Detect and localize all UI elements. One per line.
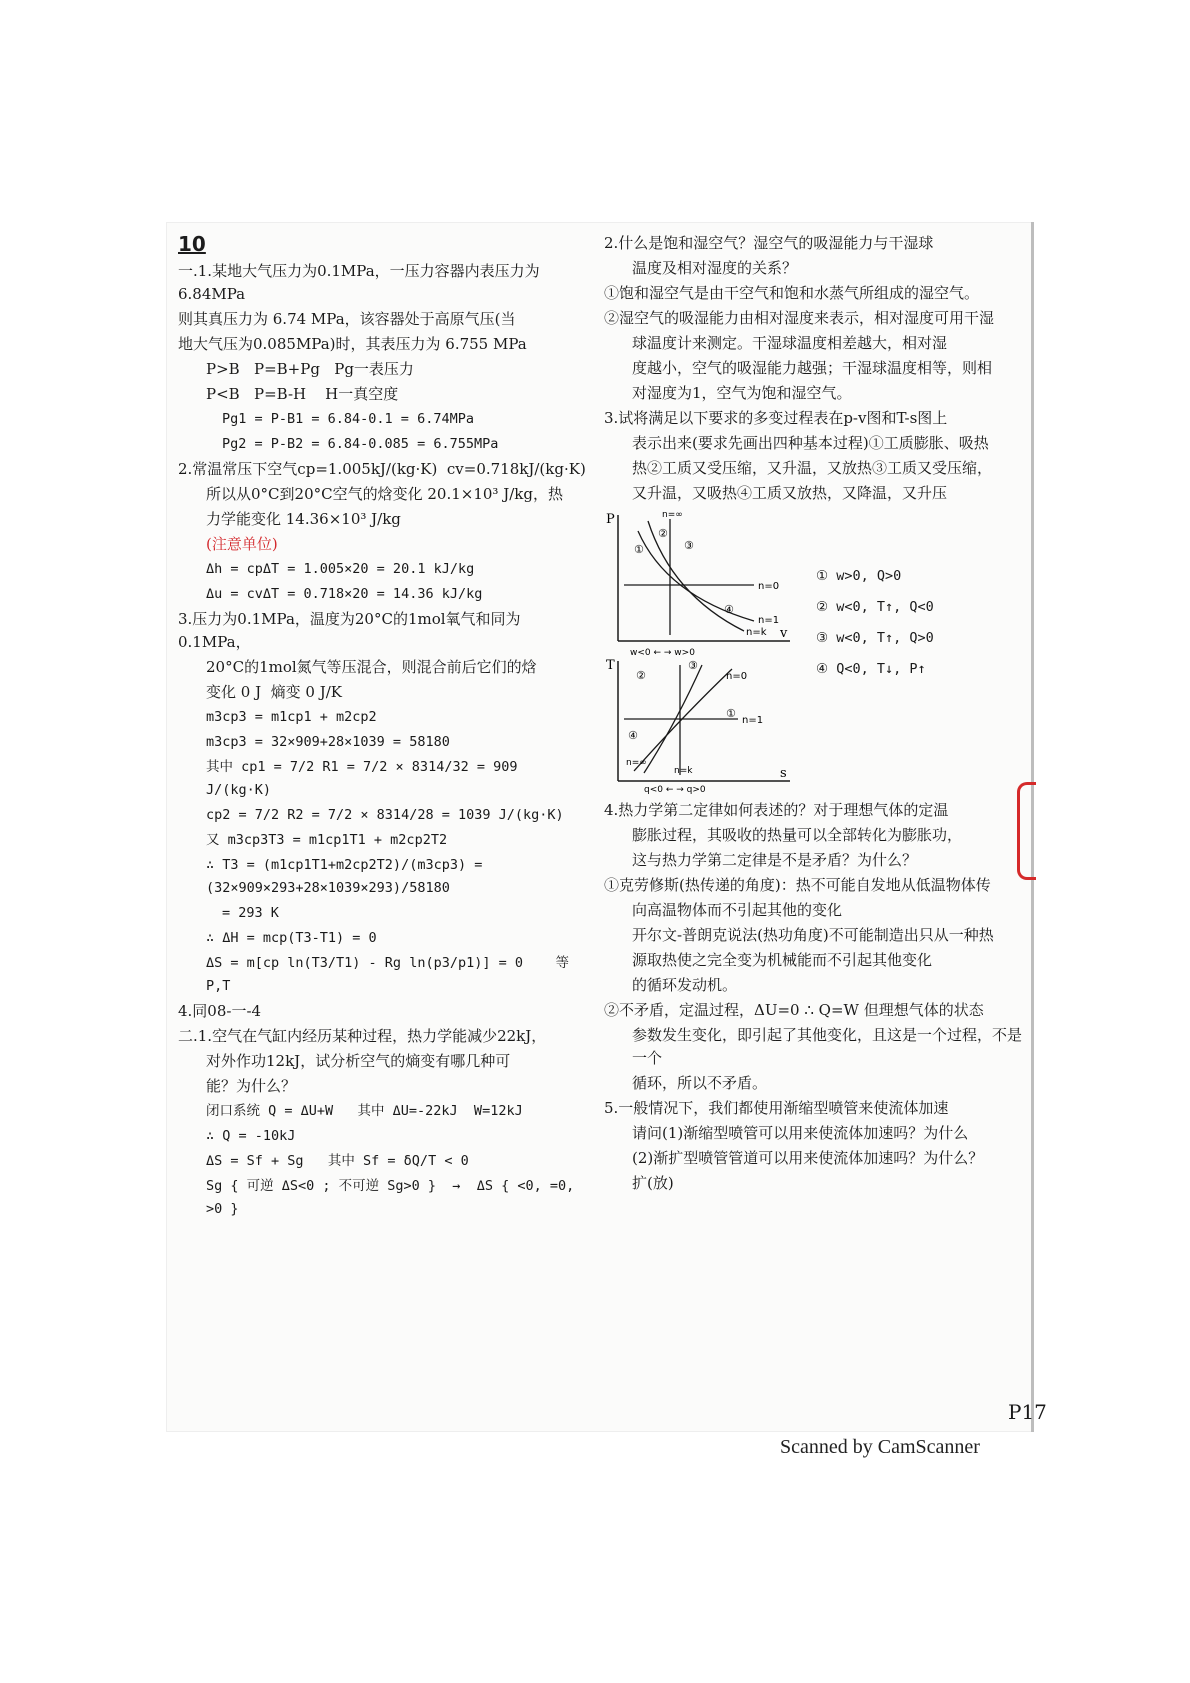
left-column-line: P<B P=B-H H一真空度 — [206, 385, 399, 403]
pv-label-ninf: n=∞ — [662, 510, 683, 520]
pv-mark-1: ① — [634, 543, 644, 556]
left-column-line: 地大气压为0.085MPa)时，其表压力为 6.755 MPa — [178, 335, 527, 353]
right-column-bottom-line: 膨胀过程，其吸收的热量可以全部转化为膨胀功， — [632, 826, 963, 844]
right-column-bottom-line: 这与热力学第二定律是不是矛盾？为什么？ — [632, 851, 918, 869]
left-column-line: 其中 cp1 = 7/2 R1 = 7/2 × 8314/32 = 909 J/(kg·K) — [206, 759, 526, 798]
left-column-line: P>B P=B+Pg Pg一表压力 — [206, 360, 414, 378]
right-column — [604, 232, 1024, 1197]
process-diagrams — [604, 509, 1024, 795]
pv-y-label: P — [606, 512, 615, 527]
left-column-line: Δh = cpΔT = 1.005×20 = 20.1 kJ/kg — [206, 561, 475, 577]
ts-diagram — [604, 655, 794, 793]
right-column-top-line: 又升温，又吸热④工质又放热，又降温，又升压 — [632, 484, 948, 502]
left-column-line: = 293 K — [222, 905, 279, 921]
ts-mark-1: ① — [726, 707, 736, 720]
right-column-top-lines — [604, 232, 1024, 505]
left-column-line: ∴ ΔH = mcp(T3-T1) = 0 — [206, 930, 377, 946]
left-column-line: 20°C的1mol氮气等压混合，则混合前后它们的焓 — [206, 658, 537, 676]
right-column-bottom-line: 扩(放) — [632, 1174, 674, 1192]
left-column — [178, 232, 588, 1223]
right-column-bottom-lines — [604, 799, 1024, 1195]
left-column-line: Pg2 = P-B2 = 6.84-0.085 = 6.755MPa — [222, 436, 499, 452]
left-column-line: 4.同08-一-4 — [178, 1002, 262, 1020]
left-column-line: 一.1.某地大气压力为0.1MPa，一压力容器内表压力为6.84MPa — [178, 262, 540, 303]
pv-mark-2: ② — [658, 527, 668, 540]
right-column-bottom-line: 的循环发动机。 — [632, 976, 738, 994]
legend-item-1: ① w>0, Q>0 — [816, 568, 902, 584]
ts-label-ninf: n=∞ — [626, 758, 647, 768]
legend-item-3: ③ w<0, T↑, Q>0 — [816, 630, 934, 646]
right-column-top-line: 球温度计来测定。干湿球温度相差越大，相对湿 — [632, 334, 948, 352]
left-column-line: ∴ Q = -10kJ — [206, 1128, 296, 1144]
left-column-line: m3cp3 = m1cp1 + m2cp2 — [206, 709, 377, 725]
left-column-line: Δu = cvΔT = 0.718×20 = 14.36 kJ/kg — [206, 586, 483, 602]
right-column-bottom-line: 源取热使之完全变为机械能而不引起其他变化 — [632, 951, 933, 969]
page-number: 10 — [178, 232, 206, 256]
ts-curve-n0 — [634, 669, 732, 771]
left-column-line: 能？为什么？ — [206, 1077, 297, 1095]
right-column-bottom-line: ①克劳修斯(热传递的角度)：热不可能自发地从低温物体传 — [604, 876, 991, 894]
left-column-line: 所以从0°C到20°C空气的焓变化 20.1×10³ J/kg，热 — [206, 485, 563, 503]
ts-x-label: s — [780, 766, 787, 781]
ts-mark-2: ② — [636, 669, 646, 682]
right-column-bottom-line: 5.一般情况下，我们都使用渐缩型喷管来使流体加速 — [604, 1099, 949, 1117]
ts-heat-text: q<0 ← → q>0 — [644, 785, 706, 795]
right-column-top-line: ②湿空气的吸湿能力由相对湿度来表示，相对湿度可用干湿 — [604, 309, 995, 327]
pv-work-text: w<0 ← → w>0 — [630, 648, 695, 658]
pv-x-label: v — [780, 626, 788, 641]
right-column-bottom-line: 4.热力学第二定律如何表述的？对于理想气体的定温 — [604, 801, 949, 819]
ts-label-n1: n=1 — [742, 715, 764, 726]
pv-mark-3: ③ — [684, 539, 694, 552]
left-column-line: (注意单位) — [206, 535, 278, 553]
left-column-line: 对外作功12kJ，试分析空气的熵变有哪几种可 — [206, 1052, 511, 1070]
right-column-bottom-line: ②不矛盾，定温过程，ΔU=0 ∴ Q=W 但理想气体的状态 — [604, 1001, 984, 1019]
right-column-top-line: 3.试将满足以下要求的多变过程表在p-v图和T-s图上 — [604, 409, 948, 427]
right-column-bottom-line: 开尔文-普朗克说法(热功角度)不可能制造出只从一种热 — [632, 926, 994, 944]
left-column-line: 力学能变化 14.36×10³ J/kg — [206, 510, 401, 528]
pv-label-n0: n=0 — [758, 581, 780, 592]
right-column-top-line: ①饱和湿空气是由干空气和饱和水蒸气所组成的湿空气。 — [604, 284, 980, 302]
right-column-top-line: 温度及相对湿度的关系？ — [632, 259, 798, 277]
process-legend — [816, 565, 1016, 689]
right-column-bottom-line: 向高温物体而不引起其他的变化 — [632, 901, 843, 919]
ts-label-nk: n=k — [674, 766, 693, 776]
ts-mark-3: ③ — [688, 659, 698, 672]
pv-diagram — [604, 509, 794, 658]
ts-label-n0: n=0 — [726, 671, 748, 682]
right-column-bottom-line: 参数发生变化，即引起了其他变化，且这是一个过程，不是一个 — [632, 1026, 1023, 1067]
left-column-line: 2.常温常压下空气cp=1.005kJ/(kg·K) cv=0.718kJ/(kg·K) — [178, 460, 586, 478]
right-column-bottom-line: 循环，所以不矛盾。 — [632, 1074, 768, 1092]
left-column-line: 则其真压力为 6.74 MPa，该容器处于高原气压(当 — [178, 310, 516, 328]
left-column-line: Sg { 可逆 ΔS<0 ; 不可逆 Sg>0 } → ΔS { <0, =0, >0 } — [206, 1178, 583, 1217]
left-column-lines — [178, 260, 588, 1221]
pv-curve-n1 — [638, 531, 754, 621]
right-column-top-line: 度越小，空气的吸湿能力越强；干湿球温度相等，则相 — [632, 359, 993, 377]
right-column-top-line: 2.什么是饱和湿空气？湿空气的吸湿能力与干湿球 — [604, 234, 934, 252]
right-column-bottom-line: (2)渐扩型喷管管道可以用来使流体加速吗？为什么？ — [632, 1149, 984, 1167]
red-edge-mark — [1017, 782, 1036, 880]
pv-label-nk: n=k — [746, 627, 767, 638]
legend-item-2: ② w<0, T↑, Q<0 — [816, 599, 934, 615]
left-column-line: cp2 = 7/2 R2 = 7/2 × 8314/28 = 1039 J/(kg·K) — [206, 807, 564, 823]
left-column-line: m3cp3 = 32×909+28×1039 = 58180 — [206, 734, 450, 750]
left-column-line: ∴ T3 = (m1cp1T1+m2cp2T2)/(m3cp3) = (32×909×293+28×1039×293)/58180 — [206, 857, 491, 896]
ts-y-label: T — [606, 658, 615, 673]
left-column-line: 闭口系统 Q = ΔU+W 其中 ΔU=-22kJ W=12kJ — [206, 1103, 523, 1119]
right-column-top-line: 表示出来(要求先画出四种基本过程)①工质膨胀、吸热 — [632, 434, 989, 452]
pv-label-n1: n=1 — [758, 615, 780, 626]
left-column-line: 3.压力为0.1MPa，温度为20°C的1mol氧气和同为0.1MPa， — [178, 610, 521, 651]
left-column-line: ΔS = Sf + Sg 其中 Sf = δQ/T < 0 — [206, 1153, 469, 1169]
left-column-line: 二.1.空气在气缸内经历某种过程，热力学能减少22kJ， — [178, 1027, 547, 1045]
right-column-top-line: 对湿度为1，空气为饱和湿空气。 — [632, 384, 852, 402]
right-column-bottom-line: 请问(1)渐缩型喷管可以用来使流体加速吗？为什么 — [632, 1124, 969, 1142]
right-column-top-line: 热②工质又受压缩，又升温，又放热③工质又受压缩， — [632, 459, 993, 477]
legend-item-4: ④ Q<0, T↓, P↑ — [816, 661, 926, 677]
scanned-page — [166, 222, 1034, 1432]
scanner-watermark: Scanned by CamScanner — [780, 1436, 980, 1458]
left-column-line: Pg1 = P-B1 = 6.84-0.1 = 6.74MPa — [222, 411, 474, 427]
ts-mark-4: ④ — [628, 729, 638, 742]
left-column-line: 又 m3cp3T3 = m1cp1T1 + m2cp2T2 — [206, 832, 448, 848]
page-mark: P17 — [1008, 1400, 1047, 1424]
pv-mark-4: ④ — [724, 603, 734, 616]
left-column-line: ΔS = m[cp ln(T3/T1) - Rg ln(p3/p1)] = 0 等P,T — [206, 955, 569, 994]
left-column-line: 变化 0 J 熵变 0 J/K — [206, 683, 342, 701]
